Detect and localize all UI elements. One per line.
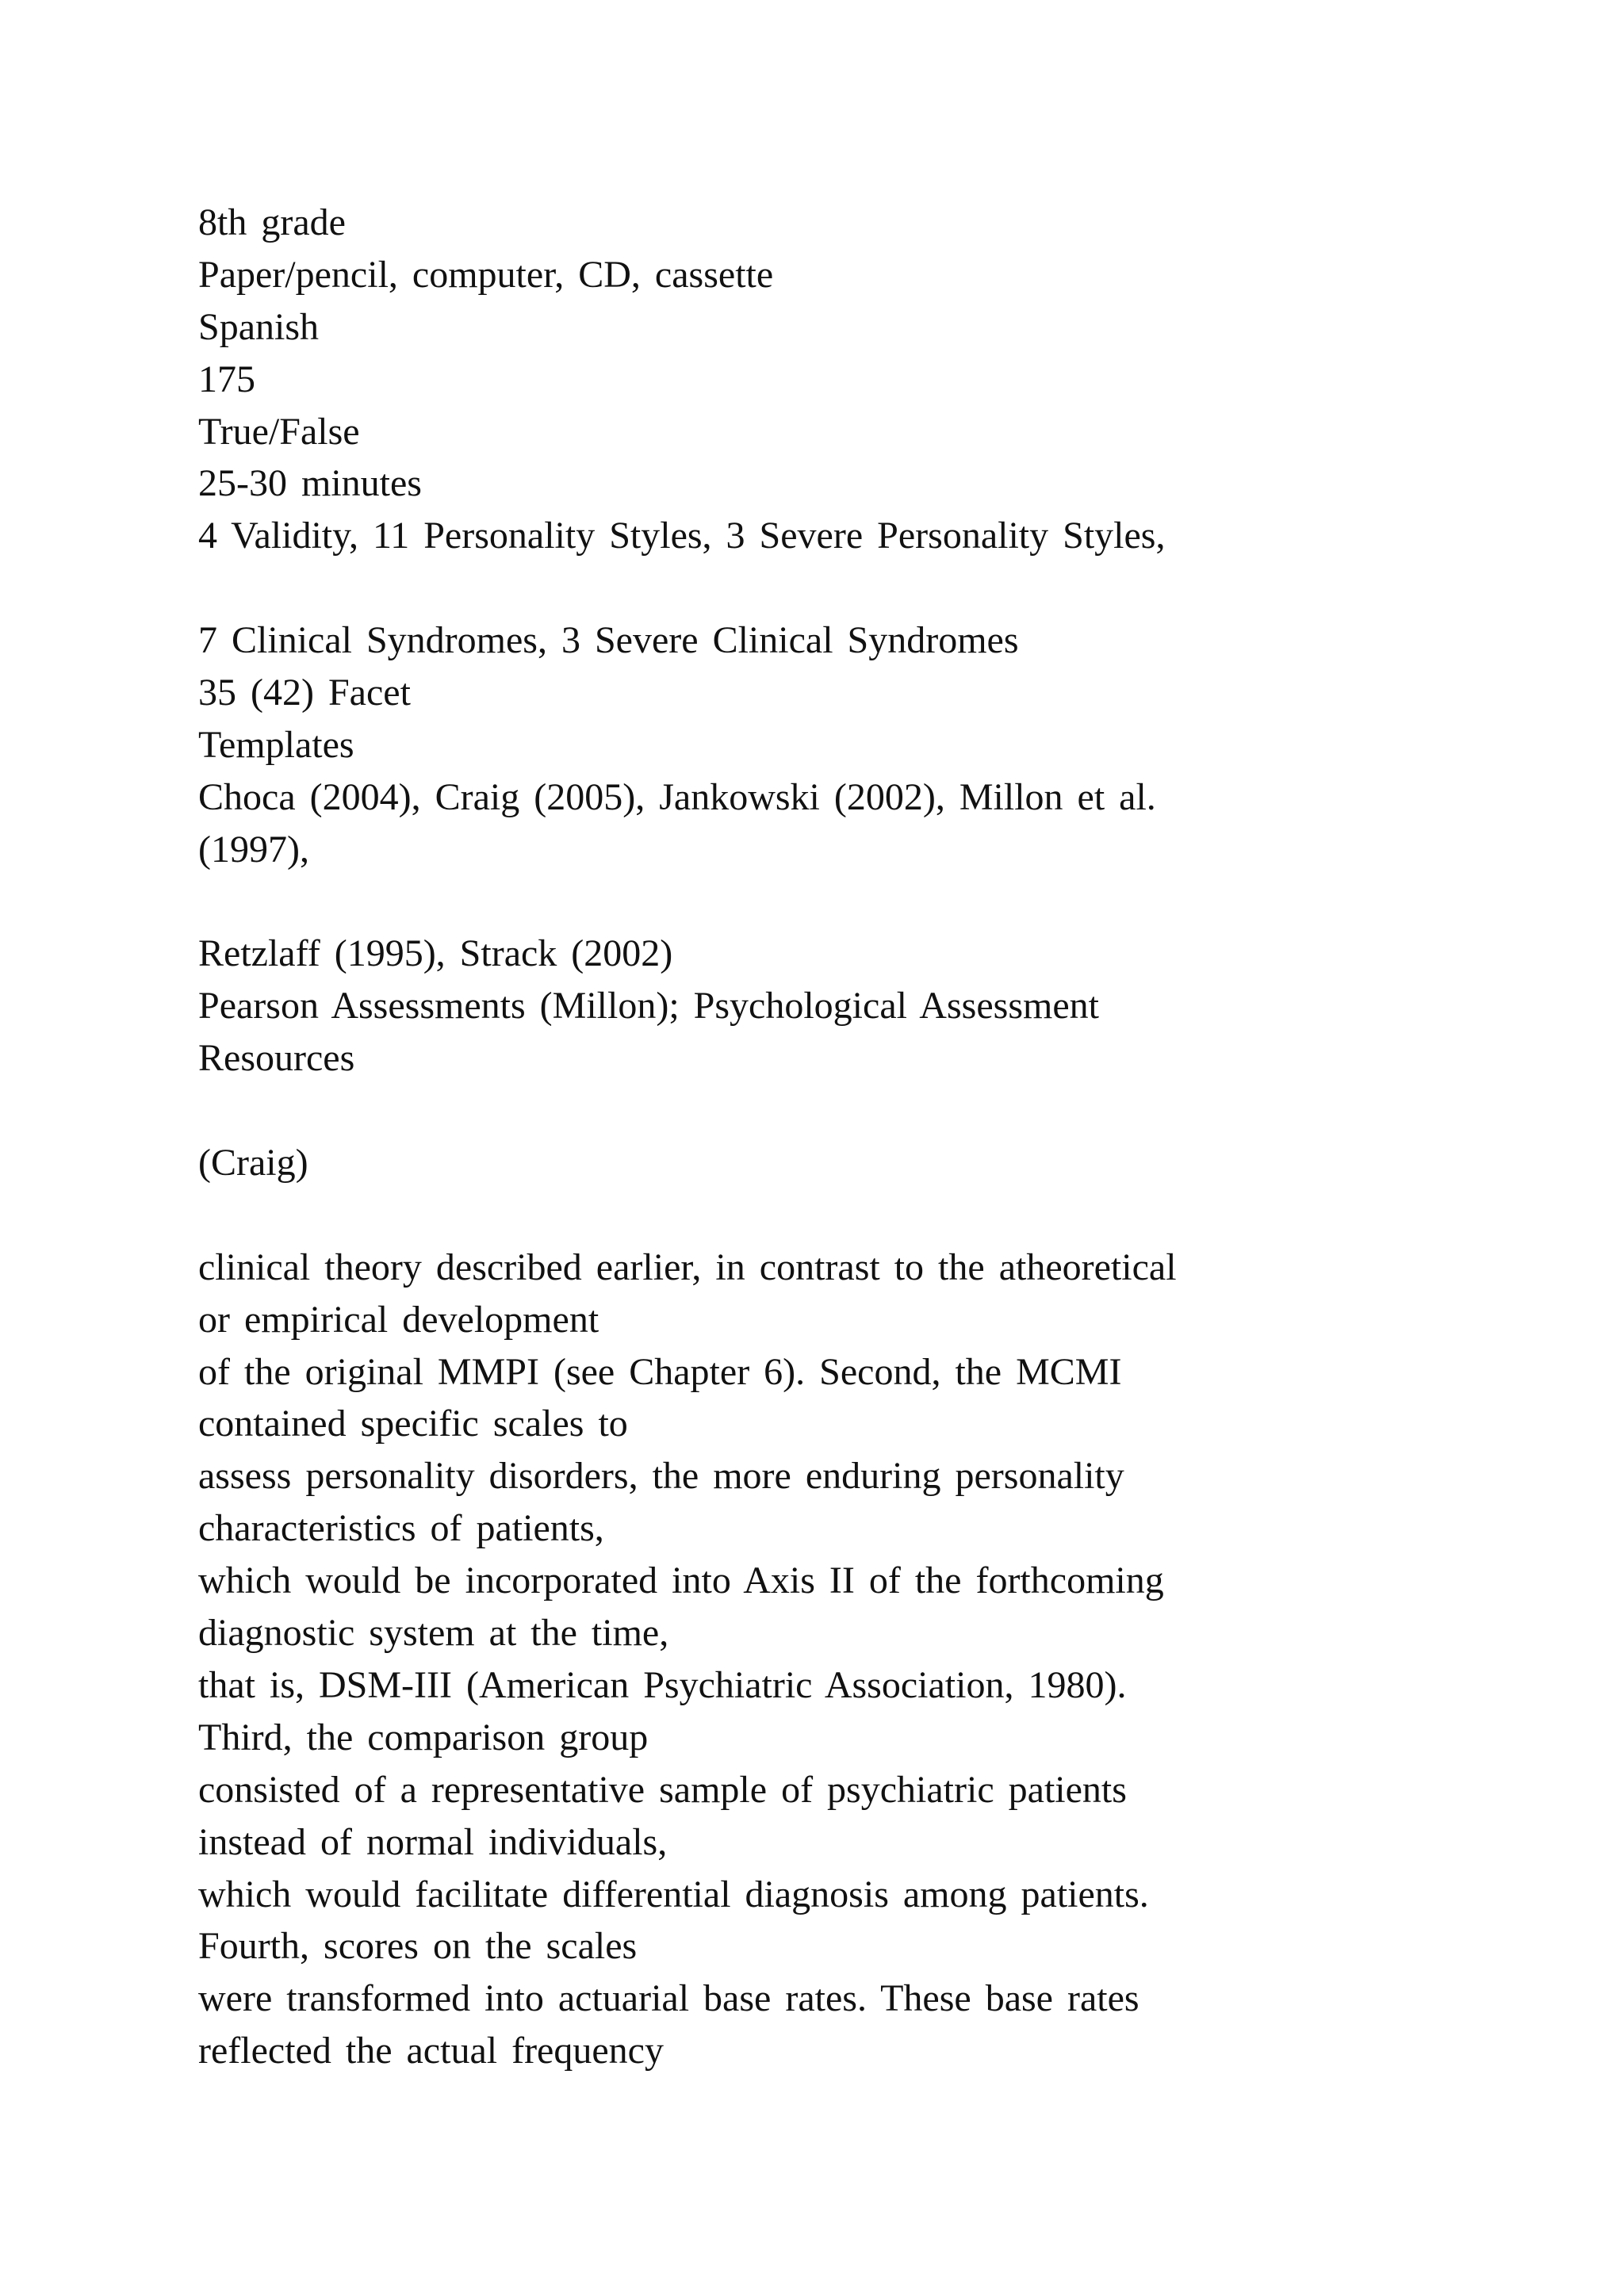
text-line: Retzlaff (1995), Strack (2002): [198, 932, 673, 975]
text-line: Third, the comparison group: [198, 1716, 649, 1758]
text-line: Templates: [198, 723, 354, 766]
text-line: True/False: [198, 410, 360, 453]
text-line: of the original MMPI (see Chapter 6). Second, the MCMI: [198, 1350, 1122, 1393]
document-text: [198, 197, 1546, 2077]
text-line: Paper/pencil, computer, CD, cassette: [198, 253, 774, 296]
blank-line: [198, 562, 1546, 614]
text-line: (1997),: [198, 828, 309, 871]
text-line: that is, DSM-III (American Psychiatric Association, 1980).: [198, 1663, 1127, 1706]
text-line: or empirical development: [198, 1298, 599, 1341]
text-line: Spanish: [198, 305, 320, 348]
text-line: 8th grade: [198, 201, 346, 243]
text-line: (Craig): [198, 1142, 308, 1184]
text-line: diagnostic system at the time,: [198, 1612, 669, 1655]
text-line: assess personality disorders, the more enduring personality: [198, 1455, 1124, 1498]
blank-line: [198, 1085, 1546, 1137]
text-line: characteristics of patients,: [198, 1507, 604, 1550]
text-line: consisted of a representative sample of psychiatric patients: [198, 1768, 1127, 1811]
text-line: 175: [198, 358, 255, 400]
text-line: reflected the actual frequency: [198, 2030, 664, 2072]
text-line: Fourth, scores on the scales: [198, 1925, 638, 1968]
text-line: 4 Validity, 11 Personality Styles, 3 Severe Personality Styles,: [198, 515, 1166, 557]
text-line: 7 Clinical Syndromes, 3 Severe Clinical Syndromes: [198, 619, 1019, 662]
text-line: Choca (2004), Craig (2005), Jankowski (2002), Millon et al.: [198, 775, 1156, 818]
text-line: which would facilitate differential diagnosis among patients.: [198, 1873, 1149, 1915]
text-line: were transformed into actuarial base rates. These base rates: [198, 1977, 1139, 2020]
text-line: contained specific scales to: [198, 1402, 628, 1445]
blank-line: [198, 876, 1546, 928]
text-line: 25-30 minutes: [198, 462, 422, 505]
text-line: clinical theory described earlier, in contrast to the atheoretical: [198, 1246, 1177, 1288]
text-line: Resources: [198, 1037, 355, 1080]
text-line: instead of normal individuals,: [198, 1820, 668, 1863]
text-line: Pearson Assessments (Millon); Psychological Assessment: [198, 985, 1099, 1027]
text-line: which would be incorporated into Axis II of the forthcoming: [198, 1559, 1164, 1602]
blank-line: [198, 1189, 1546, 1242]
text-line: 35 (42) Facet: [198, 672, 411, 714]
